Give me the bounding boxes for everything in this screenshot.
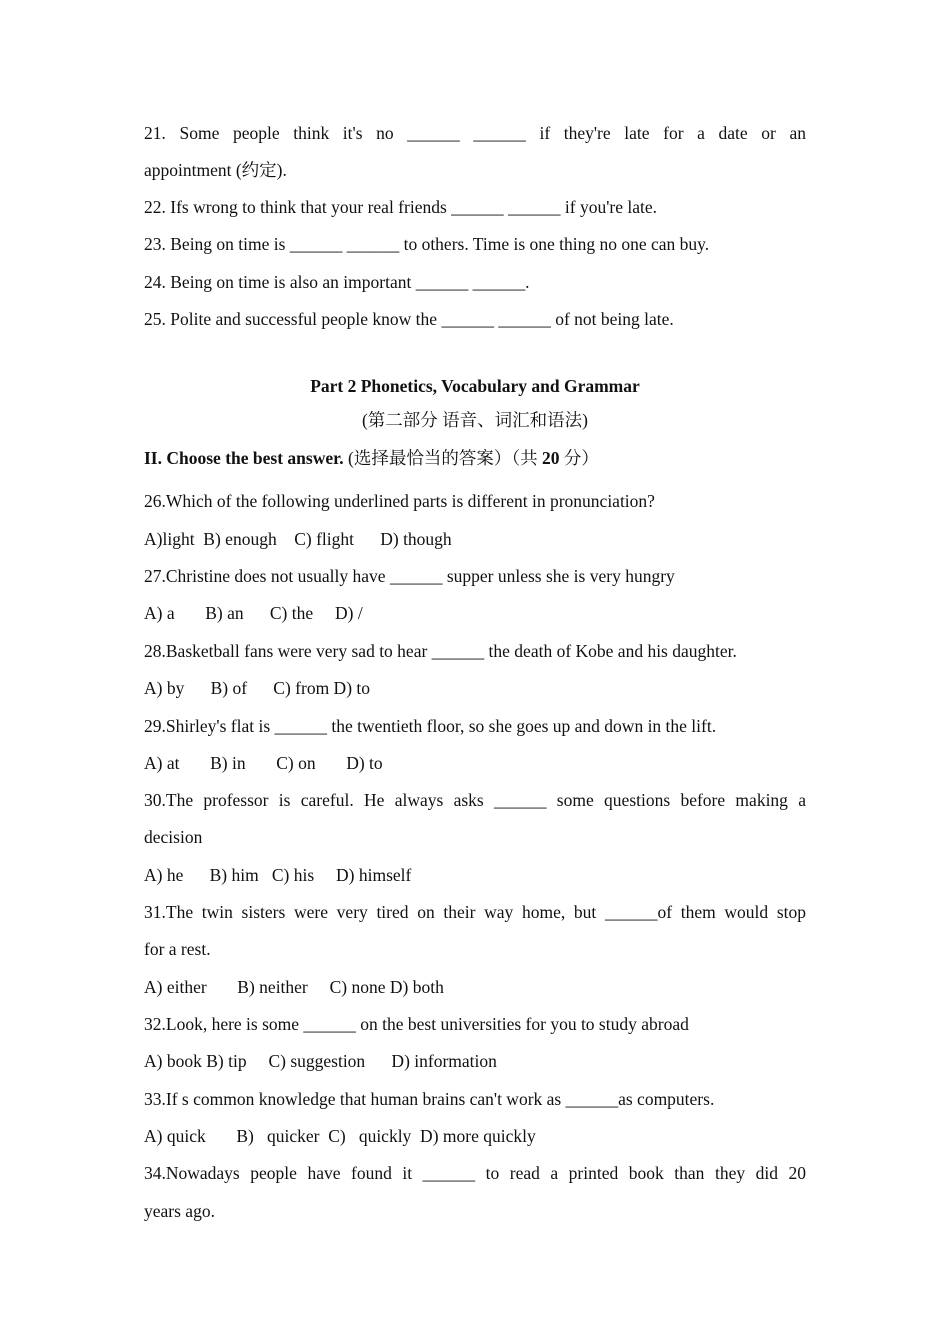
question-30-options: A) he B) him C) his D) himself [144, 865, 412, 885]
question-34-line-1: 34.Nowadays people have found it ______ to read a printed book than they did 20 [144, 1163, 806, 1183]
question-21-line-1: 21. Some people think it's no ______ ______ if they're late for a date or an [144, 123, 806, 143]
question-26: 26.Which of the following underlined parts is different in pronunciation? [144, 491, 655, 511]
question-28: 28.Basketball fans were very sad to hear ______ the death of Kobe and his daughter. [144, 641, 737, 661]
question-25: 25. Polite and successful people know the ______ ______ of not being late. [144, 309, 674, 329]
question-26-options: A)light B) enough C) flight D) though [144, 529, 452, 549]
question-30-line-2: decision [144, 827, 203, 847]
question-29: 29.Shirley's flat is ______ the twentieth floor, so she goes up and down in the lift. [144, 716, 717, 736]
question-33-options: A) quick B) quicker C) quickly D) more quickly [144, 1126, 536, 1146]
question-32: 32.Look, here is some ______ on the best universities for you to study abroad [144, 1014, 689, 1034]
question-24: 24. Being on time is also an important ______ ______. [144, 272, 530, 292]
part2-subtitle: (第二部分 语音、词汇和语法) [361, 410, 589, 430]
question-21-line-2: appointment (约定). [144, 160, 287, 180]
question-23: 23. Being on time is ______ ______ to others. Time is one thing no one can buy. [144, 234, 710, 254]
question-31-line-2: for a rest. [144, 939, 211, 959]
section-label: II. Choose the best answer. [144, 448, 344, 468]
question-32-options: A) book B) tip C) suggestion D) information [144, 1051, 497, 1071]
question-28-options: A) by B) of C) from D) to [144, 678, 371, 698]
question-29-options: A) at B) in C) on D) to [144, 753, 383, 773]
question-22: 22. Ifs wrong to think that your real friends ______ ______ if you're late. [144, 197, 657, 217]
question-30-line-1: 30.The professor is careful. He always asks ______ some questions before making a [144, 790, 806, 810]
part2-title: Part 2 Phonetics, Vocabulary and Grammar [310, 376, 640, 396]
section-points-unit: 分） [563, 448, 599, 468]
question-31-line-1: 31.The twin sisters were very tired on their way home, but ______of them would stop [144, 902, 806, 922]
question-34-line-2: years ago. [144, 1201, 215, 1221]
question-31-options: A) either B) neither C) none D) both [144, 977, 444, 997]
question-27: 27.Christine does not usually have ______ supper unless she is very hungry [144, 566, 675, 586]
section-instruction [144, 447, 806, 469]
section-label-cn: (选择最恰当的答案）（共 [348, 448, 538, 468]
question-27-options: A) a B) an C) the D) / [144, 603, 363, 623]
question-33: 33.If s common knowledge that human brains can't work as ______as computers. [144, 1089, 715, 1109]
section-points: 20 [541, 448, 560, 468]
